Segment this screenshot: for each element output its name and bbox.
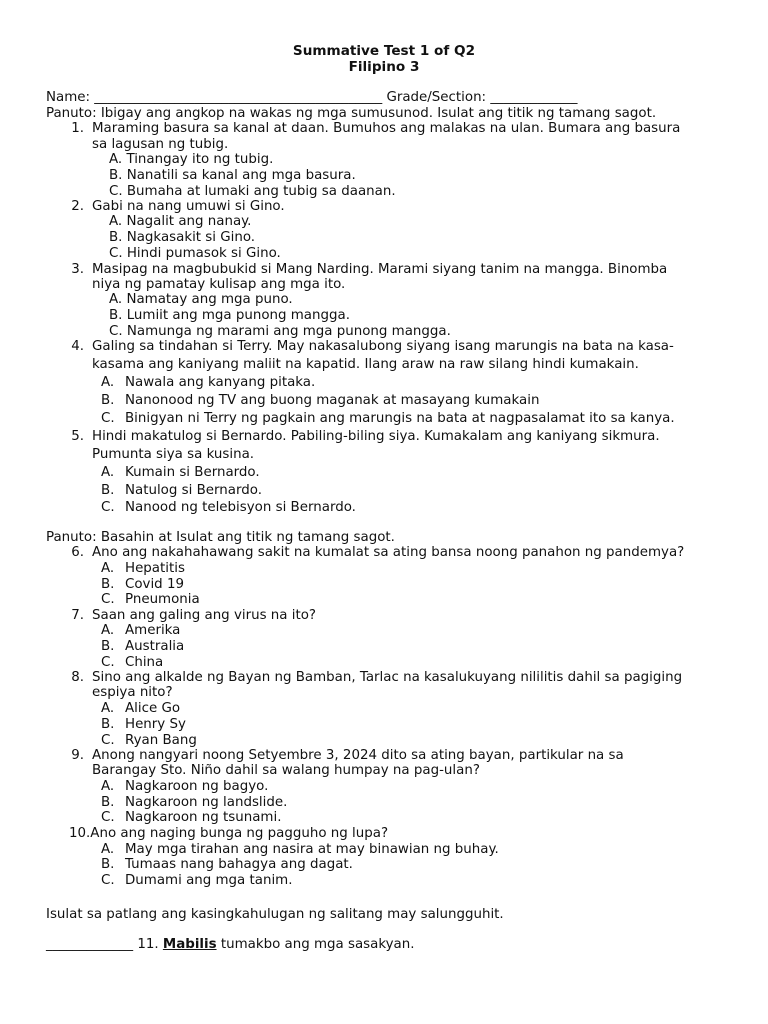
q4-number: 4. bbox=[71, 339, 84, 354]
q3-choice-a: A. Namatay ang mga puno. bbox=[109, 292, 293, 307]
q1-choice-a: A. Tinangay ito ng tubig. bbox=[109, 152, 274, 167]
q6-number: 6. bbox=[71, 545, 84, 560]
q8-choice-a: A. Alice Go bbox=[101, 701, 181, 716]
q2-choice-c: C. Hindi pumasok si Gino. bbox=[109, 246, 281, 261]
q10-number: 10. bbox=[69, 826, 91, 841]
test-title: Summative Test 1 of Q2 bbox=[292, 43, 476, 59]
q1-number: 1. bbox=[71, 121, 84, 136]
q6-choice-c: C. Pneumonia bbox=[101, 592, 200, 607]
q2-choice-a: A. Nagalit ang nanay. bbox=[109, 214, 252, 229]
q4-choice-c: C. Binigyan ni Terry ng pagkain ang marungis na bata at nagpasalamat ito sa kanya. bbox=[101, 411, 675, 426]
q11-number: 11. bbox=[137, 937, 159, 952]
name-blank[interactable]: ___________________________________________ bbox=[94, 90, 383, 105]
q3-stem-line1: Masipag na magbubukid si Mang Narding. Marami siyang tanim na mangga. Binomba bbox=[92, 262, 668, 277]
q10-choice-c: C. Dumami ang mga tanim. bbox=[101, 873, 293, 888]
q6-choice-b: B. Covid 19 bbox=[101, 577, 184, 592]
q3-number: 3. bbox=[71, 262, 84, 277]
q11-answer-blank[interactable]: _____________ bbox=[46, 937, 134, 952]
q7-number: 7. bbox=[71, 608, 84, 623]
q5-choice-c: C. Nanood ng telebisyon si Bernardo. bbox=[101, 500, 356, 515]
q8-choice-c: C. Ryan Bang bbox=[101, 733, 197, 748]
q2-number: 2. bbox=[71, 199, 84, 214]
part1-instruction: Panuto: Ibigay ang angkop na wakas ng mga sumusunod. Isulat ang titik ng tamang sagot. bbox=[46, 106, 657, 121]
test-subtitle: Filipino 3 bbox=[348, 59, 420, 75]
q1-choice-b: B. Nanatili sa kanal ang mga basura. bbox=[109, 168, 356, 183]
part2-instruction: Panuto: Basahin at Isulat ang titik ng tamang sagot. bbox=[46, 530, 395, 545]
q3-choice-b: B. Lumiit ang mga punong mangga. bbox=[109, 308, 350, 323]
q5-number: 5. bbox=[71, 429, 84, 444]
q8-number: 8. bbox=[71, 670, 84, 685]
q7-choice-a: A. Amerika bbox=[101, 623, 181, 638]
q5-stem-line1: Hindi makatulog si Bernardo. Pabiling-biling siya. Kumakalam ang kaniyang sikmura. bbox=[92, 429, 660, 444]
q9-stem-line2: Barangay Sto. Niño dahil sa walang humpay na pag-ulan? bbox=[92, 763, 480, 778]
part3-instruction: Isulat sa patlang ang kasingkahulugan ng salitang may salungguhit. bbox=[46, 907, 504, 922]
q8-stem-line1: Sino ang alkalde ng Bayan ng Bamban, Tarlac na kasalukuyang nililitis dahil sa pagiging bbox=[92, 670, 683, 685]
q5-stem-line2: Pumunta siya sa kusina. bbox=[92, 447, 255, 462]
q10-choice-b: B. Tumaas nang bahagya ang dagat. bbox=[101, 857, 353, 872]
q9-stem-line1: Anong nangyari noong Setyembre 3, 2024 dito sa ating bayan, partikular na sa bbox=[92, 748, 624, 763]
q3-stem-line2: niya ng pamatay kulisap ang mga ito. bbox=[92, 277, 346, 292]
q8-choice-b: B. Henry Sy bbox=[101, 717, 186, 732]
q4-choice-b: B. Nanonood ng TV ang buong maganak at masayang kumakain bbox=[101, 393, 540, 408]
q9-choice-c: C. Nagkaroon ng tsunami. bbox=[101, 810, 282, 825]
grade-label: Grade/Section: bbox=[386, 90, 487, 105]
q11-underlined-word: Mabilis bbox=[162, 937, 217, 952]
q7-choice-b: B. Australia bbox=[101, 639, 185, 654]
q1-choice-c: C. Bumaha at lumaki ang tubig sa daanan. bbox=[109, 184, 396, 199]
q4-choice-a: A. Nawala ang kanyang pitaka. bbox=[101, 375, 316, 390]
q1-stem-line2: sa lagusan ng tubig. bbox=[92, 137, 229, 152]
q9-choice-a: A. Nagkaroon ng bagyo. bbox=[101, 779, 269, 794]
q1-stem-line1: Maraming basura sa kanal at daan. Bumuhos ang malakas na ulan. Bumara ang basura bbox=[92, 121, 681, 136]
q10-stem-line1: 10.Ano ang naging bunga ng pagguho ng lupa? bbox=[69, 826, 389, 841]
name-label: Name: bbox=[46, 90, 91, 105]
q11-line bbox=[46, 937, 415, 953]
q6-choice-a: A. Hepatitis bbox=[101, 561, 185, 576]
q5-choice-a: A. Kumain si Bernardo. bbox=[101, 465, 260, 480]
q4-stem-line1: Galing sa tindahan si Terry. May nakasalubong siyang isang marungis na bata na kasa- bbox=[92, 339, 674, 354]
q7-choice-c: C. China bbox=[101, 655, 164, 670]
q7-stem-line1: Saan ang galing ang virus na ito? bbox=[92, 608, 317, 623]
q9-number: 9. bbox=[71, 748, 84, 763]
q2-stem-line1: Gabi na nang umuwi si Gino. bbox=[92, 199, 285, 214]
q4-stem-line2: kasama ang kaniyang maliit na kapatid. Ilang araw na raw silang hindi kumakain. bbox=[92, 357, 639, 372]
q2-choice-b: B. Nagkasakit si Gino. bbox=[109, 230, 256, 245]
q8-stem-line2: espiya nito? bbox=[92, 685, 173, 700]
grade-blank[interactable]: _____________ bbox=[490, 90, 578, 105]
q3-choice-c: C. Namunga ng marami ang mga punong mangga. bbox=[109, 324, 451, 339]
q11-rest: tumakbo ang mga sasakyan. bbox=[220, 937, 415, 952]
name-grade-line bbox=[46, 90, 577, 106]
q10-choice-a: A. May mga tirahan ang nasira at may binawian ng buhay. bbox=[101, 842, 499, 857]
q5-choice-b: B. Natulog si Bernardo. bbox=[101, 483, 262, 498]
q6-stem-line1: Ano ang nakahahawang sakit na kumalat sa ating bansa noong panahon ng pandemya? bbox=[92, 545, 685, 560]
q9-choice-b: B. Nagkaroon ng landslide. bbox=[101, 795, 288, 810]
